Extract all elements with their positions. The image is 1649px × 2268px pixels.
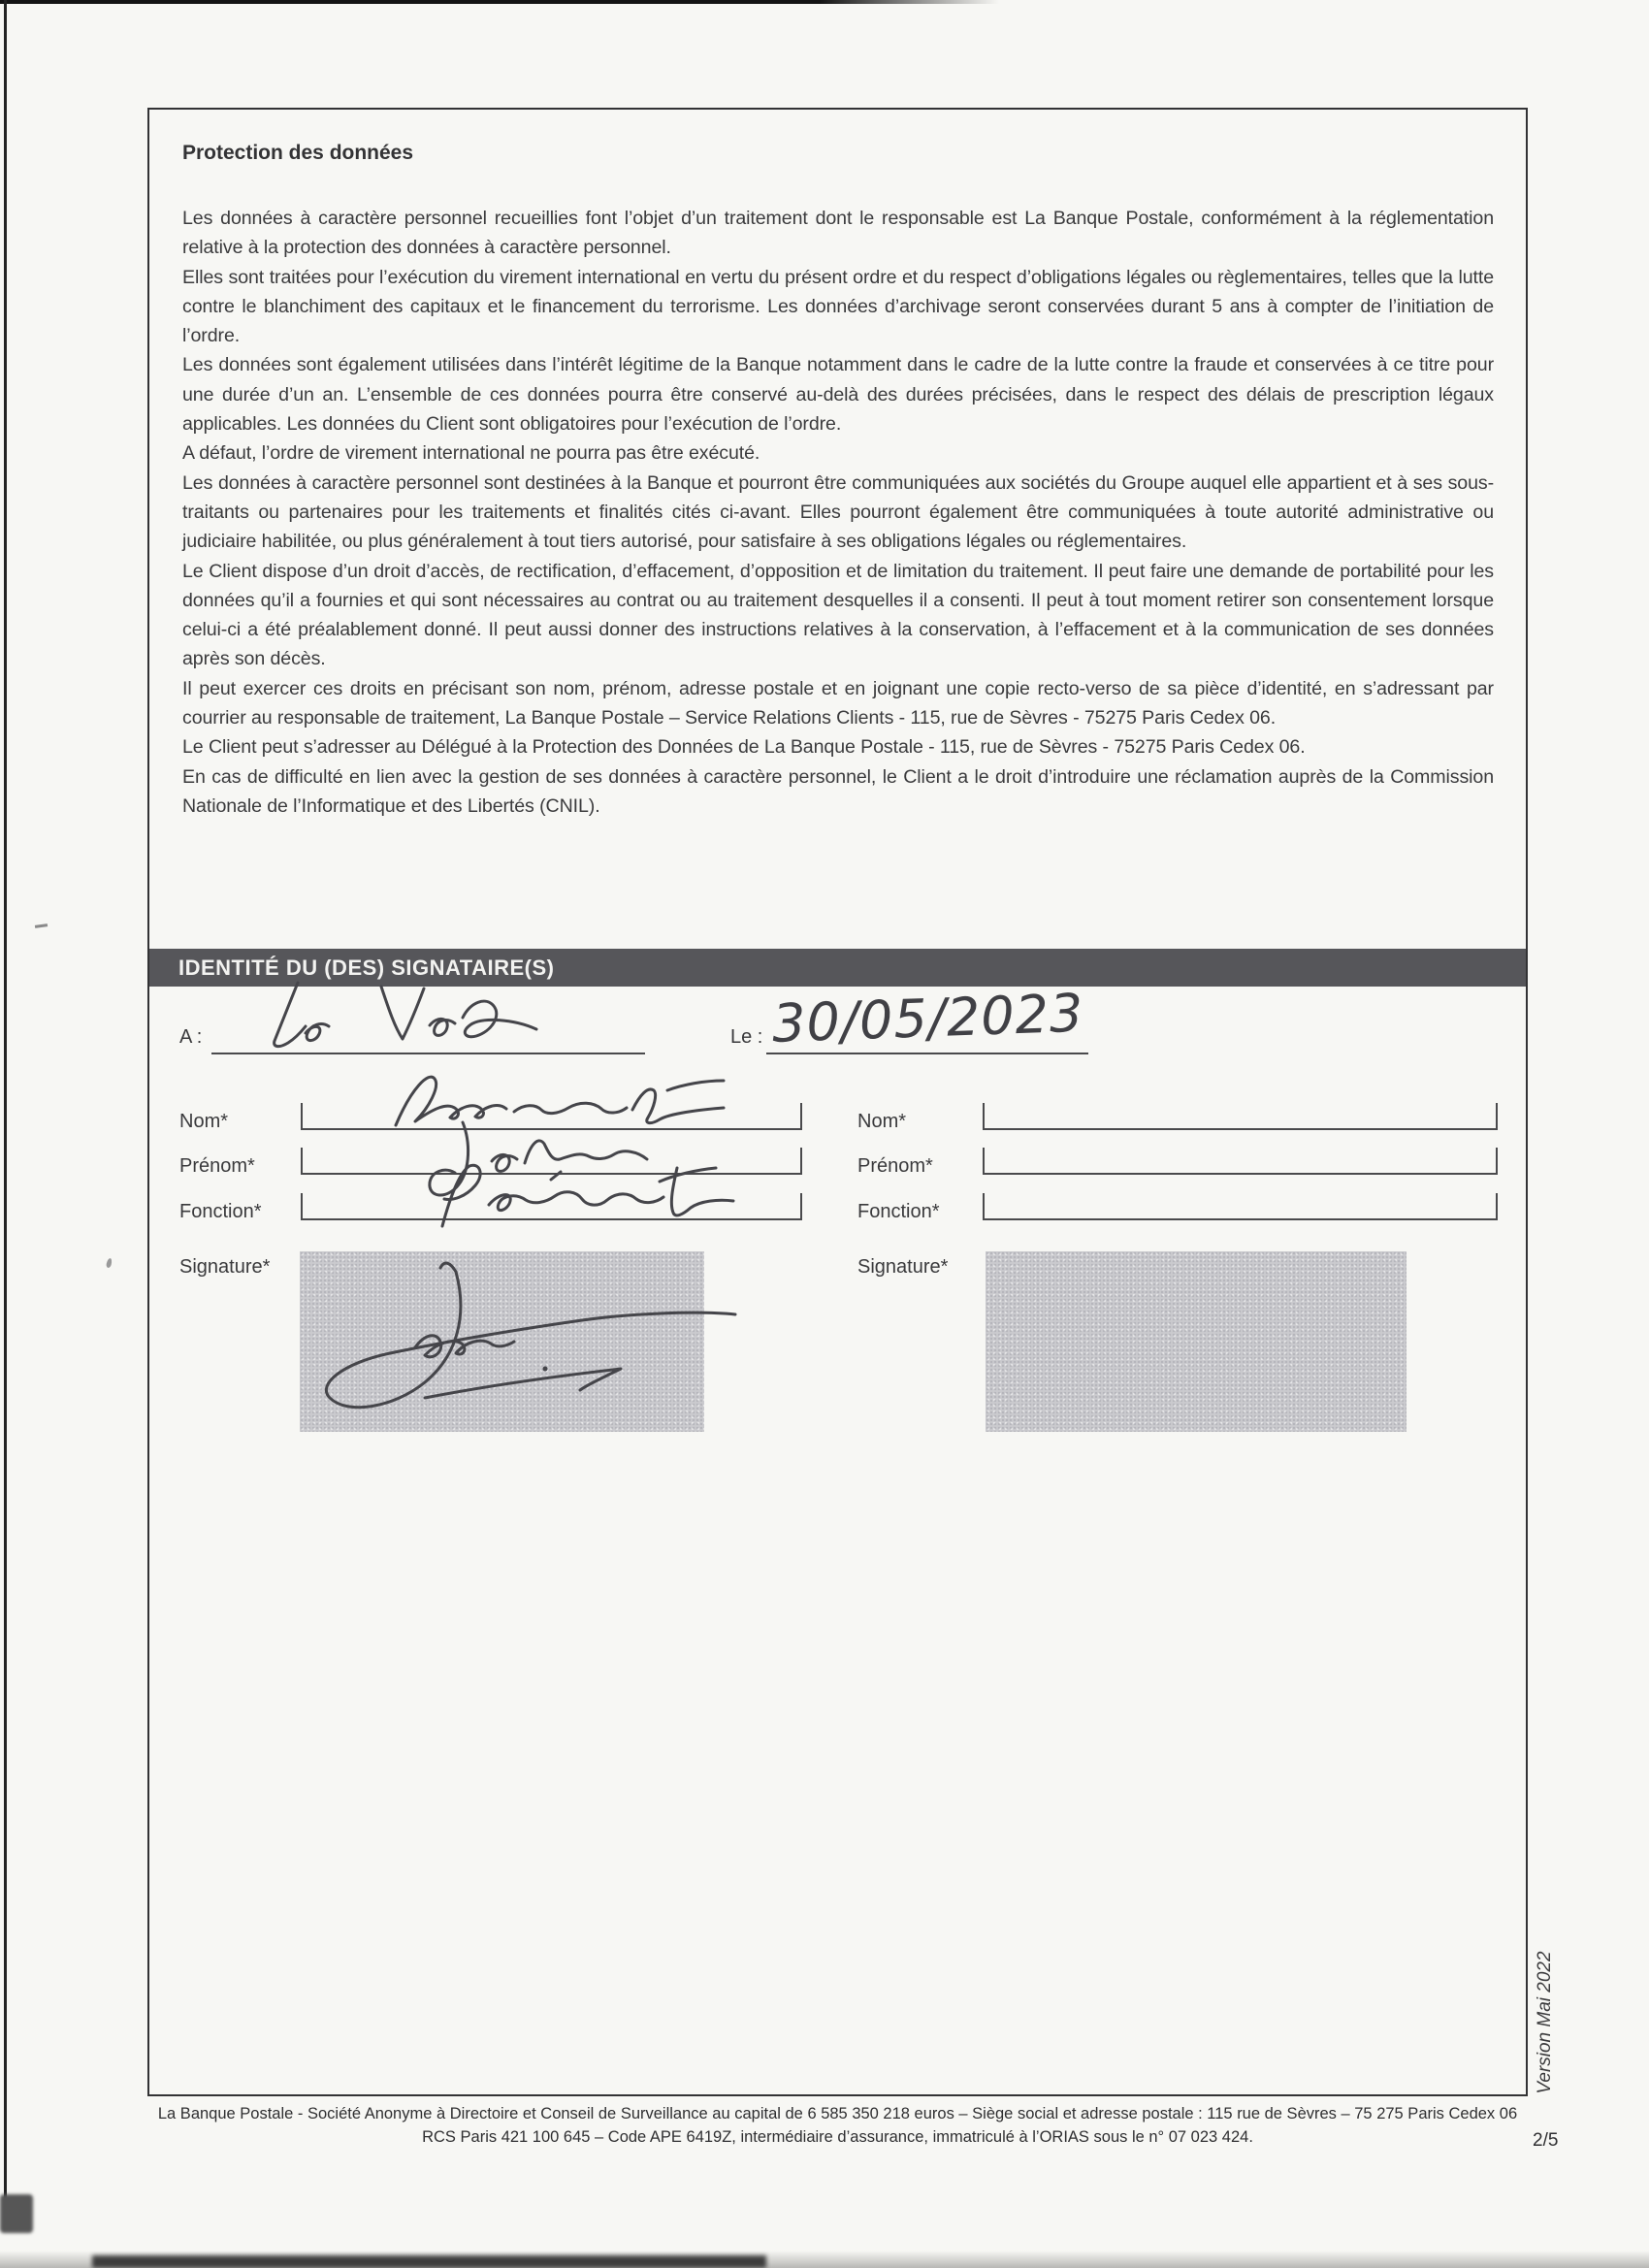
paragraph: En cas de difficulté en lien avec la gestion de ses données à caractère personnel, le Client a le droit d’introduire une réclamation auprès de la Commission Nationale de l’Informatique et des Libertés (CNIL). <box>182 765 1494 817</box>
signature-label-left: Signature* <box>179 1256 271 1278</box>
fonction-handwriting <box>407 1154 747 1242</box>
fonction-label-left: Fonction* <box>179 1201 262 1222</box>
paragraph: Il peut exercer ces droits en précisant son nom, prénom, adresse postale et en joignant une copie recto-verso de sa pièce d’identité, en s’adressant par courrier au responsable de traitement, La Banque Postale – Service Relations Clients - 115, rue de Sèvres - 75275 Paris Cedex 06. <box>182 677 1494 729</box>
signature-box-right <box>986 1251 1406 1432</box>
scan-speck <box>106 1258 113 1269</box>
prenom-field-right <box>983 1148 1498 1175</box>
paragraph: Les données à caractère personnel sont destinées à la Banque et pourront être communiquées aux sociétés du Groupe auquel elle appartient et à ses sous-traitants ou partenaires pour les traitements et finalités cités ci-avant. Elles pourront également être communiquées à toute autorité administrative ou judiciaire habilitée, ou plus généralement à tout tiers autorisé, pour satisfaire à ses obligations légales ou réglementaires. <box>182 471 1494 553</box>
scan-edge-blob <box>0 2194 33 2233</box>
place-label: A : <box>179 1026 203 1048</box>
scan-edge-bottom-dark <box>92 2255 766 2268</box>
scan-edge-top <box>0 0 999 4</box>
page-number: 2/5 <box>1533 2130 1559 2151</box>
footer-line-2: RCS Paris 421 100 645 – Code APE 6419Z, intermédiaire d’assurance, immatriculé à l’ORIAS sous le n° 07 023 424. <box>422 2128 1253 2146</box>
signature-handwriting <box>301 1254 742 1434</box>
data-protection-text <box>182 204 1494 821</box>
nom-label-left: Nom* <box>179 1111 229 1132</box>
nom-label-right: Nom* <box>857 1111 907 1132</box>
signatory-section-bar: IDENTITÉ DU (DES) SIGNATAIRE(S) <box>149 949 1526 987</box>
data-protection-heading: Protection des données <box>182 142 414 164</box>
fonction-label-right: Fonction* <box>857 1201 940 1222</box>
nom-field-right <box>983 1103 1498 1130</box>
date-label: Le : <box>730 1026 763 1048</box>
scan-speck <box>35 923 48 928</box>
prenom-label-right: Prénom* <box>857 1155 933 1177</box>
footer-line-1: La Banque Postale - Société Anonyme à Directoire et Conseil de Surveillance au capital de 6 585 350 218 euros – Siège social et adresse postale : 115 rue de Sèvres – 75 275 Paris Cedex 06 <box>157 2105 1518 2122</box>
scan-edge-left <box>4 0 7 2227</box>
signature-label-right: Signature* <box>857 1256 949 1278</box>
date-handwriting <box>768 978 1103 1057</box>
version-note: Version Mai 2022 <box>1535 1951 1555 2094</box>
place-handwriting <box>238 975 567 1057</box>
paragraph: Les données sont également utilisées dans l’intérêt légitime de la Banque notamment dans le cadre de la lutte contre la fraude et conservées à ce titre pour une durée d’un an. L’ensemble de ces données pourra être conservé au-delà des durées précisées, dans le respect des délais de prescription légaux applicables. Les données du Client sont obligatoires pour l’exécution de l’ordre. <box>182 354 1494 436</box>
paragraph: Elles sont traitées pour l’exécution du virement international en vertu du présent ordre et du respect d’obligations légales ou règlementaires, telles que la lutte contre le blanchiment des capitaux et le financement du terrorisme. Les données d’archivage seront conservées durant 5 ans à compter de l’initiation de l’ordre. <box>182 266 1494 347</box>
paragraph: A défaut, l’ordre de virement international ne pourra pas être exécuté. <box>182 442 760 465</box>
prenom-label-left: Prénom* <box>179 1155 255 1177</box>
paragraph: Les données à caractère personnel recueillies font l’objet d’un traitement dont le responsable est La Banque Postale, conformément à la réglementation relative à la protection des données à caractère personnel. <box>182 208 1494 259</box>
svg-text:30/05/2023: 30/05/2023 <box>771 982 1085 1054</box>
paragraph: Le Client dispose d’un droit d’accès, de rectification, d’effacement, d’opposition et de limitation du traitement. Il peut faire une demande de portabilité pour les données qu’il a fournies et qui sont nécessaires au contrat ou au traitement desquelles il a consenti. Il peut à tout moment retirer son consentement lorsque celui-ci a été préalablement donné. Il peut aussi donner des instructions relatives à la conservation, à l’effacement et à la communication de ses données après son décès. <box>182 560 1494 670</box>
paragraph: Le Client peut s’adresser au Délégué à la Protection des Données de La Banque Postale - 115, rue de Sèvres - 75275 Paris Cedex 06. <box>182 736 1306 759</box>
fonction-field-right <box>983 1193 1498 1220</box>
